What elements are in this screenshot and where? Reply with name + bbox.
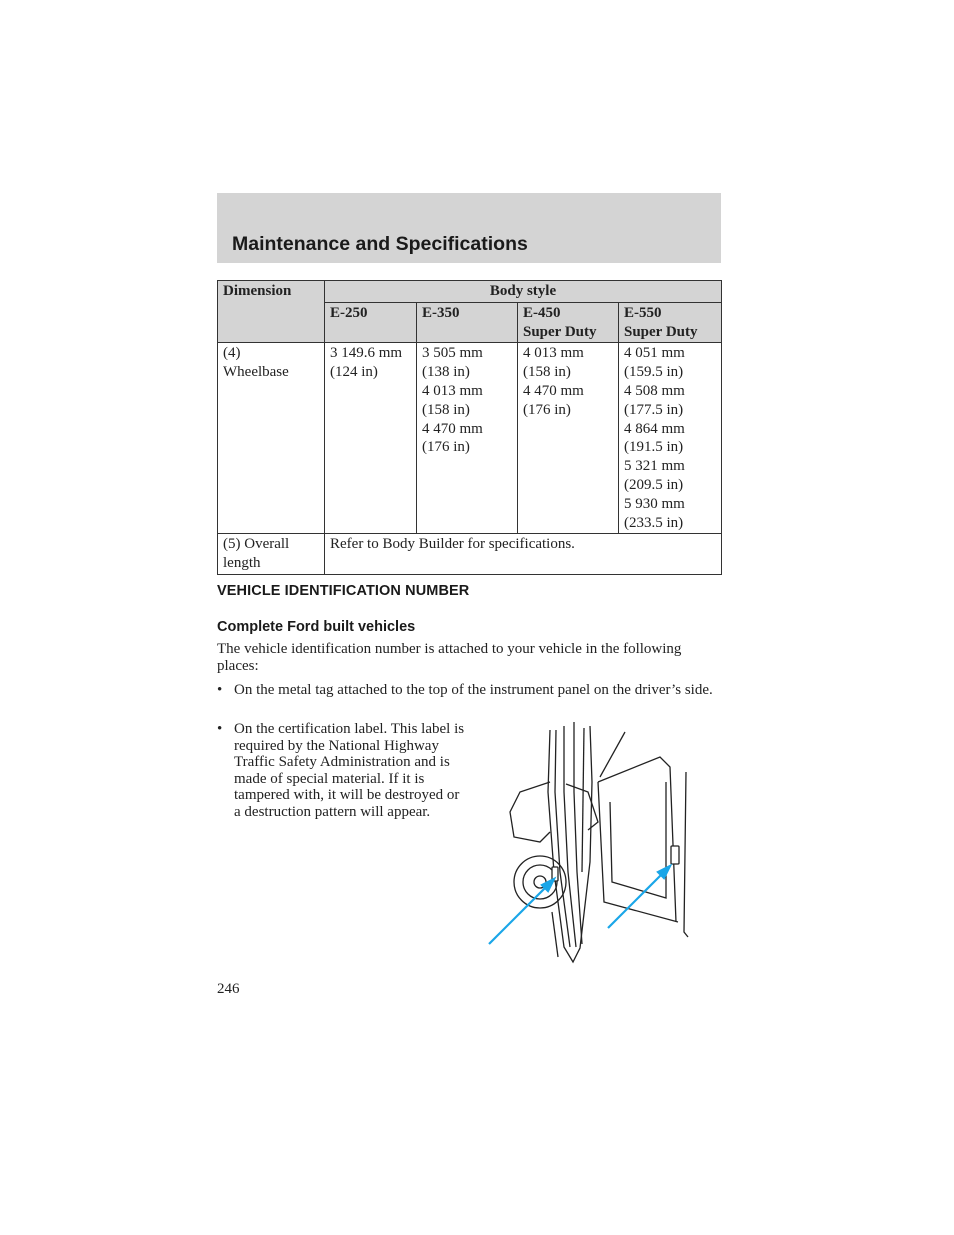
column-header-e250: E-250 [325, 302, 417, 343]
page-number: 246 [217, 981, 240, 997]
section-title: Maintenance and Specifications [232, 233, 528, 255]
section-header-band [217, 193, 721, 263]
table-cell: 3 149.6 mm (124 in) [325, 343, 417, 534]
table-cell: 4 051 mm (159.5 in) 4 508 mm (177.5 in) 4 864 mm (191.5 in) 5 321 mm (209.5 in) 5 930 mm (233.5 in) [619, 343, 722, 534]
column-header-e550: E-550 Super Duty [619, 302, 722, 343]
table-cell: 4 013 mm (158 in) 4 470 mm (176 in) [518, 343, 619, 534]
arrow-left-line [489, 885, 548, 944]
table-row [218, 534, 722, 575]
table-cell-span: Refer to Body Builder for specifications. [325, 534, 722, 575]
certification-label-illustration [480, 722, 695, 967]
cert-label-icon [671, 846, 679, 864]
column-header-e450: E-450 Super Duty [518, 302, 619, 343]
body-style-header: Body style [325, 281, 722, 303]
complete-ford-heading: Complete Ford built vehicles [217, 619, 416, 635]
vin-heading: VEHICLE IDENTIFICATION NUMBER [217, 583, 470, 599]
list-item-text: On the certification label. This label is required by the National Highway Traffic Safety Administration and is made of special material. If it is tampered with, it will be destroyed or a destruction pattern will appear. [234, 721, 465, 820]
table-cell: 3 505 mm (138 in) 4 013 mm (158 in) 4 470 mm (176 in) [417, 343, 518, 534]
dimension-spec-table [217, 280, 722, 575]
arrow-right-line [608, 872, 664, 928]
column-header-e350: E-350 [417, 302, 518, 343]
row-label-wheelbase: (4) Wheelbase [218, 343, 325, 534]
bullet-icon: • [217, 682, 223, 698]
intro-paragraph: The vehicle identification number is attached to your vehicle in the following places: [217, 641, 682, 674]
dimension-header: Dimension [218, 281, 325, 343]
table-header-row [218, 281, 722, 303]
table-row [218, 343, 722, 534]
bullet-icon: • [217, 721, 223, 737]
row-label-overall-length: (5) Overall length [218, 534, 325, 575]
list-item-text: On the metal tag attached to the top of the instrument panel on the driver’s side. [234, 682, 713, 698]
